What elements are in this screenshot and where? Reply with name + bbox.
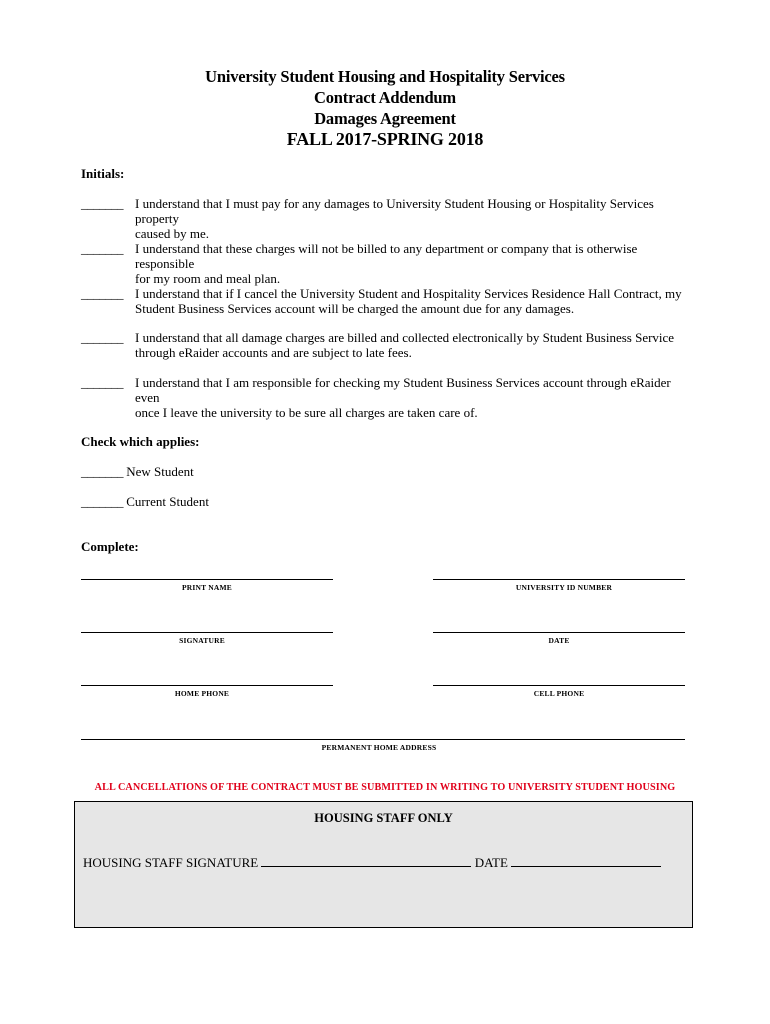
- statement-1-line-1: I understand that I must pay for any damages to University Student Housing or Hospitality Services property: [135, 196, 654, 226]
- statement-4-line-2: through eRaider accounts and are subject to late fees.: [135, 345, 412, 360]
- date-label: DATE: [548, 636, 570, 645]
- staff-signature-field[interactable]: [261, 854, 471, 867]
- statement-5-line-1: I understand that I am responsible for checking my Student Business Services account through eRaider even: [135, 375, 671, 405]
- new-student-blank[interactable]: _______: [81, 464, 123, 479]
- home-phone-field[interactable]: [81, 685, 333, 686]
- new-student-label: New Student: [126, 464, 194, 479]
- complete-heading: Complete:: [81, 539, 139, 554]
- statement-3-line-2: Student Business Services account will be charged the amount due for any damages.: [135, 301, 575, 316]
- university-id-field[interactable]: [433, 579, 685, 580]
- statement-5: [135, 375, 695, 420]
- cancellation-note: ALL CANCELLATIONS OF THE CONTRACT MUST BE SUBMITTED IN WRITING TO UNIVERSITY STUDENT HOUSING: [94, 782, 676, 793]
- permanent-address-field[interactable]: [81, 739, 685, 740]
- statement-2-line-1: I understand that these charges will not be billed to any department or company that is otherwise responsible: [135, 241, 638, 271]
- current-student-blank[interactable]: _______: [81, 494, 123, 509]
- initials-heading: Initials:: [81, 166, 125, 181]
- staff-date-label: DATE: [474, 855, 508, 870]
- initials-field-1[interactable]: _______: [81, 196, 123, 211]
- print-name-label: PRINT NAME: [182, 583, 232, 592]
- title-line-1: University Student Housing and Hospitality Services: [205, 67, 565, 86]
- initials-field-3[interactable]: _______: [81, 286, 123, 301]
- staff-signature-row: [83, 854, 661, 871]
- form-title: [0, 66, 770, 150]
- cell-phone-field[interactable]: [433, 685, 685, 686]
- statement-4: [135, 330, 695, 360]
- permanent-address-label: PERMANENT HOME ADDRESS: [321, 743, 437, 752]
- cell-phone-label: CELL PHONE: [533, 689, 585, 698]
- signature-label: SIGNATURE: [179, 636, 225, 645]
- initials-field-4[interactable]: _______: [81, 330, 123, 345]
- title-line-4: FALL 2017-SPRING 2018: [286, 129, 484, 149]
- print-name-field[interactable]: [81, 579, 333, 580]
- statement-2-line-2: for my room and meal plan.: [135, 271, 281, 286]
- statement-5-line-2: once I leave the university to be sure all charges are taken care of.: [135, 405, 478, 420]
- statement-1: [135, 196, 695, 241]
- statement-1-line-2: caused by me.: [135, 226, 210, 241]
- staff-box-title: HOUSING STAFF ONLY: [314, 811, 453, 825]
- statement-4-line-1: I understand that all damage charges are billed and collected electronically by Student Business Service: [135, 330, 675, 345]
- housing-staff-box: [74, 801, 693, 928]
- signature-field[interactable]: [81, 632, 333, 633]
- statement-3: [135, 286, 695, 316]
- new-student-option[interactable]: [81, 464, 194, 480]
- staff-date-field[interactable]: [511, 854, 661, 867]
- check-heading: Check which applies:: [81, 434, 200, 449]
- statement-3-line-1: I understand that if I cancel the University Student and Hospitality Services Residence Hall Contract, my: [135, 286, 682, 301]
- title-line-3: Damages Agreement: [314, 109, 456, 128]
- staff-signature-label: HOUSING STAFF SIGNATURE: [83, 855, 259, 870]
- current-student-option[interactable]: [81, 494, 209, 510]
- statement-2: [135, 241, 695, 286]
- date-field[interactable]: [433, 632, 685, 633]
- current-student-label: Current Student: [126, 494, 209, 509]
- title-line-2: Contract Addendum: [314, 88, 456, 107]
- university-id-label: UNIVERSITY ID NUMBER: [515, 583, 613, 592]
- initials-field-5[interactable]: _______: [81, 375, 123, 390]
- initials-field-2[interactable]: _______: [81, 241, 123, 256]
- home-phone-label: HOME PHONE: [174, 689, 230, 698]
